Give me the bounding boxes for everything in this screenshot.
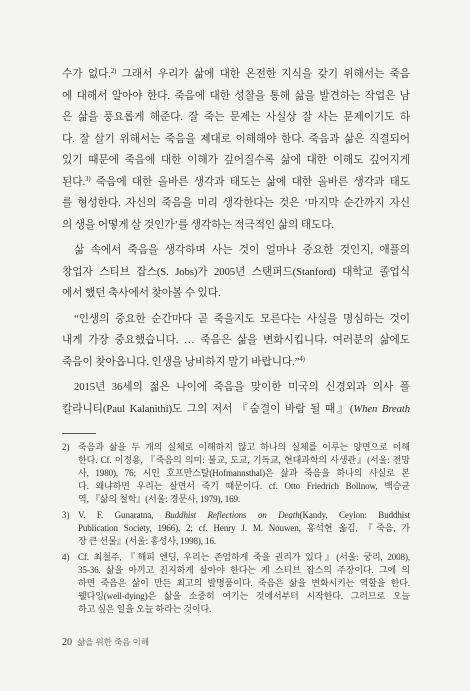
- footnote-line: 죽음과 삶을 두 개의 실체로 이해하지 않고 하나의 실체를 이루는 양면으로 이해: [78, 442, 410, 452]
- footnote: [62, 441, 410, 506]
- footnote-line: 다. 왜냐하면 우리는 살면서 죽기 때문이다. cf. Otto Friedrich Bollnow, 백승균: [78, 481, 410, 491]
- footnote-marker: 2): [62, 442, 70, 452]
- footnote-line: 하고 싶은 일을 오늘 하라는 것이다.: [78, 604, 212, 614]
- page-footer: [62, 634, 149, 650]
- footnote-ref: 3): [85, 175, 91, 183]
- paragraph: [62, 377, 410, 420]
- page-number: 20: [62, 637, 72, 648]
- footnote-marker: 4): [62, 552, 70, 562]
- footnote-rule: [62, 433, 96, 434]
- paragraph: [62, 64, 410, 236]
- body-line: “인생의 중요한 순간마다 곧 죽을지도 모른다는 사실을 명심하는 것이: [74, 312, 410, 325]
- body-line: 은 삶을 풍요롭게 해준다. 잘 죽는 문제는 사실상 잘 사는 문제이기도 하: [62, 111, 410, 123]
- body-line: [62, 172, 410, 194]
- footnote-line: 35-36. 삶을 아끼고 진지하게 살아야 한다는 게 스티브 잡스의 주장이다. 그에 의: [78, 565, 410, 575]
- body-line-text: 죽음에 대한 올바른 생각과 태도는 삶에 대한 올바른 생각과 태도: [90, 175, 410, 188]
- body-text: [62, 64, 410, 420]
- body-line-text: 그래서 우리가 삶에 대한 온전한 지식을 갖기 위해서는 죽음: [116, 68, 410, 80]
- footnote-line-text: V. F. Gunaratna,: [78, 510, 165, 520]
- body-line: 삶 속에서 죽음을 생각하며 사는 것이 얼마나 중요한 것인지, 애플의: [74, 244, 410, 256]
- footnote-line: 웰다잉(well-dying)은 삶을 소중히 여기는 것에서부터 시작한다. 그러므로 오늘: [78, 591, 410, 601]
- body-line: 있기 때문에 죽음에 대한 이해가 깊어질수록 삶에 대한 이해도 깊어지게: [62, 154, 410, 166]
- footnote-line: 역, 『삶의 철학』(서울: 경문사, 1979), 169.: [78, 494, 241, 504]
- body-line: 창업자 스티브 잡스(S. Jobs)가 2005년 스탠퍼드(Stanford) 대학교 졸업식: [62, 265, 410, 278]
- body-line: 를 형성한다. 자신의 죽음을 미리 생각한다는 것은 ‘마지막 순간까지 자신: [62, 197, 410, 209]
- body-line-text: 된다.: [62, 175, 86, 188]
- footnote-line: 한다. Cf. 이정용, 『죽음의 의미: 불교, 도교, 기독교, 현대과학의 사생관』(서울: 전망: [78, 455, 410, 465]
- footnote: [62, 551, 410, 616]
- footnote: [62, 509, 410, 548]
- body-line: 2015년 36세의 젊은 나이에 죽음을 맞이한 미국의 신경외과 의사 폴: [74, 381, 410, 393]
- body-line-text: 수가 없다.: [62, 68, 111, 80]
- footnote-line: Publication Society, 1966), 2; cf. Henry J. M. Nouwen, 홍석현 옮김, 『죽음, 가: [78, 523, 410, 533]
- body-line: 내게 가장 중요했습니다. … 죽음은 삶을 변화시킵니다. 여러분의 삶에도: [62, 334, 410, 346]
- footnote-line: 하면 죽음은 삶이 만든 최고의 발명품이다. 죽음은 삶을 변화시키는 역할을 한다.: [78, 578, 410, 588]
- footnotes: [62, 441, 410, 616]
- body-line: 에 대해서 알아야 한다. 죽음에 대한 성찰을 통해 삶을 발견하는 작업은 남: [62, 89, 410, 102]
- body-line: 다. 잘 살기 위해서는 죽음을 제대로 이해해야 한다. 죽음과 삶은 직결되어: [62, 132, 410, 145]
- footnote-ref: 2): [110, 68, 117, 75]
- footnote-line: [78, 509, 410, 522]
- body-line: 에서 했던 축사에서 찾아볼 수 있다.: [62, 287, 221, 299]
- footnote-ref: 4): [299, 355, 305, 363]
- footnote-line: 장 큰 선물』(서울: 홍성사, 1998), 16.: [78, 536, 217, 546]
- book-title-italic: Buddhist Reflections on Death: [164, 510, 300, 520]
- paragraph: [62, 240, 410, 305]
- body-line-text: 죽음이 찾아옵니다. 인생을 낭비하지 말기 바랍니다.”: [62, 355, 300, 368]
- body-line: 의 생을 어떻게 살 것인가’를 생각하는 적극적인 삶의 태도다.: [62, 218, 334, 231]
- book-title-italic: When Breath: [353, 402, 410, 415]
- footnote-line: Cf. 최철주, 『해피 엔딩, 우리는 존엄하게 죽을 권리가 있다』(서울: 궁리, 2008),: [78, 552, 410, 562]
- running-title: 삶을 위한 죽음 이해: [77, 637, 150, 647]
- body-line-text: 칼라니티(Paul Kalanithi)도 그의 저서 『숨결이 바람 될 때』(: [62, 402, 354, 415]
- footnote-line-text: (Kandy, Ceylon: Buddhist: [299, 510, 410, 520]
- body-line: [62, 64, 410, 86]
- body-line: [62, 399, 410, 421]
- footnote-line: 사, 1980), 76; 시인 호프만스탈(Hofmannsthal)은 삶과 죽음을 하나의 사실로 본: [78, 468, 410, 478]
- footnote-marker: 3): [62, 510, 70, 520]
- body-line: [62, 352, 410, 374]
- quotation-paragraph: [62, 309, 410, 374]
